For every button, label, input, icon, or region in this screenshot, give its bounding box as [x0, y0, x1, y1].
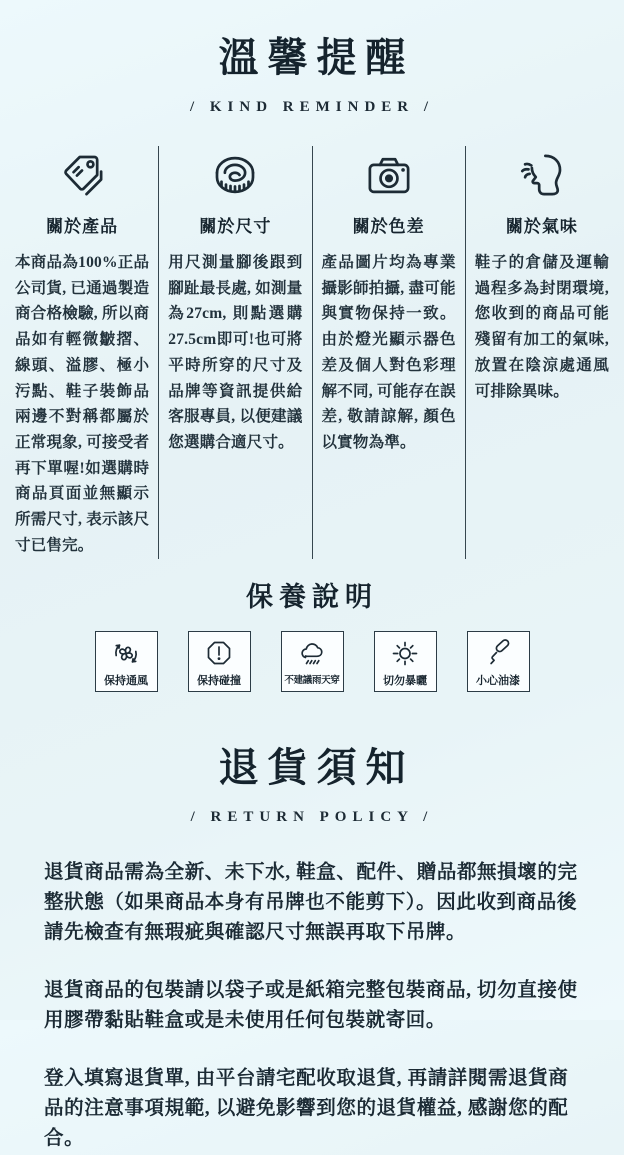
care-box-ventilation — [95, 631, 158, 692]
smell-icon — [475, 146, 609, 204]
return-policy-title: 退貨須知 — [218, 744, 415, 790]
care-box-impact — [188, 631, 251, 692]
measuring-tape-icon — [168, 146, 302, 204]
return-policy-header — [0, 736, 624, 826]
column-about-odor — [465, 146, 618, 559]
care-label: 保持通風 — [104, 674, 148, 687]
kind-reminder-subtitle: / KIND REMINDER / — [189, 99, 435, 115]
care-box-sun — [374, 631, 437, 692]
kind-reminder-header — [0, 0, 624, 116]
column-about-product — [6, 146, 158, 559]
column-text: 鞋子的倉儲及運輸過程多為封閉環境, 您收到的商品可能殘留有加工的氣味, 放置在陰涼處通風可排除異味。 — [474, 254, 609, 400]
kind-reminder-title: 溫馨提醒 — [218, 35, 415, 80]
care-section — [0, 575, 624, 692]
return-paragraph: 退貨商品的包裝請以袋子或是紙箱完整包裝商品, 切勿直接使用膠帶黏貼鞋盒或是未使用任何包裝就寄回。 — [44, 979, 578, 1032]
column-label: 關於氣味 — [505, 217, 578, 236]
fan-ventilation-icon — [111, 637, 141, 670]
care-box-paint — [467, 631, 530, 692]
return-paragraph: 登入填寫退貨單, 由平台請宅配收取退貨, 再請詳閱需退貨商品的注意事項規範, 以避免影響到您的退貨權益, 感謝您的配合。 — [44, 1067, 569, 1150]
tag-icon — [15, 146, 149, 204]
return-policy-subtitle: / RETURN POLICY / — [190, 808, 434, 825]
column-text: 產品圖片均為專業攝影師拍攝, 盡可能與實物保持一致。由於燈光顯示器色差及個人對色彩理解不同, 可能存在誤差, 敬請諒解, 顏色以實物為準。 — [321, 254, 456, 452]
return-policy-paragraphs — [44, 858, 582, 1155]
column-text: 用尺測量腳後跟到腳趾最長處, 如測量為27cm, 則點選購27.5cm即可!也可將平時所穿的尺寸及品牌等資訊提供給客服專員, 以便建議您選購合適尺寸。 — [168, 254, 303, 452]
paint-roller-icon — [483, 637, 513, 670]
warning-octagon-icon — [204, 637, 234, 670]
care-label: 保持碰撞 — [197, 674, 241, 687]
return-paragraph: 退貨商品需為全新、未下水, 鞋盒、配件、贈品都無損壞的完整狀態（如果商品本身有吊牌也不能剪下）。因此收到商品後請先檢查有無瑕疵與確認尺寸無誤再取下吊牌。 — [44, 861, 578, 944]
column-label: 關於色差 — [352, 217, 425, 236]
column-label: 關於產品 — [46, 217, 119, 236]
rain-cloud-icon — [297, 637, 327, 670]
care-title: 保養說明 — [246, 581, 378, 612]
care-label: 切勿暴曬 — [383, 674, 427, 687]
care-box-rain — [281, 631, 344, 692]
care-label: 小心油漆 — [476, 674, 520, 687]
sun-icon — [390, 637, 420, 670]
column-label: 關於尺寸 — [199, 217, 272, 236]
reminder-columns — [6, 146, 618, 559]
column-about-size — [158, 146, 311, 559]
care-items — [0, 631, 624, 692]
camera-icon — [322, 146, 456, 204]
column-text: 本商品為100%正品公司貨, 已通過製造商合格檢驗, 所以商品如有輕微皺摺、線頭、溢膠、極小污點、鞋子裝飾品兩邊不對稱都屬於正常現象, 可接受者再下單喔!如選購時商品頁面並無顯示所需尺寸, 表示該尺寸已售完。 — [15, 254, 150, 554]
column-about-color — [312, 146, 465, 559]
care-label: 不建議雨天穿 — [284, 675, 340, 686]
